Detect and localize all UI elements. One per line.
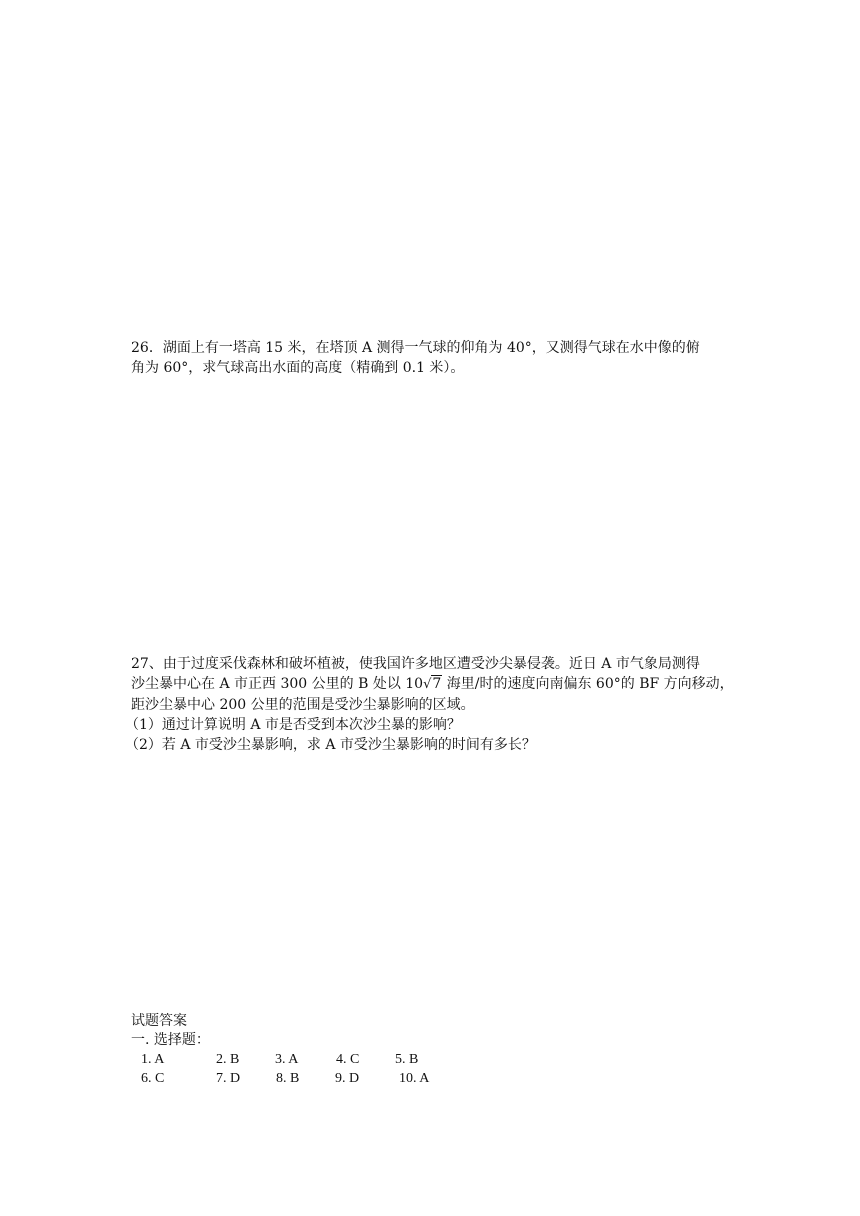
square-root-expression — [423, 674, 442, 695]
question-27-line-2-end: 海里/时的速度向南偏东 60°的 BF 方向移动， — [442, 676, 734, 692]
square-root-argument: 7 — [432, 676, 442, 692]
answer-item: 9. D — [335, 1071, 360, 1086]
question-27-sub-1: （1）通过计算说明 A 市是否受到本次沙尘暴的影响？ — [125, 717, 461, 733]
question-27-line-2-start: 沙尘暴中心在 A 市正西 300 公里的 B 处以 10 — [131, 676, 424, 692]
answer-row-2 — [131, 1069, 631, 1088]
answer-item: 10. A — [399, 1071, 430, 1086]
answer-item: 5. B — [395, 1052, 419, 1067]
answer-item: 6. C — [141, 1071, 165, 1086]
question-26 — [131, 338, 751, 378]
answer-item: 7. D — [216, 1071, 241, 1086]
answer-section-heading: 一. 选择题： — [131, 1032, 210, 1048]
answer-item: 2. B — [216, 1052, 240, 1067]
question-27-sub-2: （2）若 A 市受沙尘暴影响，求 A 市受沙尘暴影响的时间有多长？ — [125, 737, 536, 753]
answer-key — [131, 1012, 631, 1088]
question-27 — [125, 654, 751, 755]
question-27-line-2 — [131, 674, 751, 695]
question-26-line-2: 角为 60°，求气球高出水面的高度（精确到 0.1 米）。 — [131, 360, 465, 376]
answer-item: 3. A — [275, 1052, 299, 1067]
answer-key-title: 试题答案 — [131, 1013, 187, 1029]
answer-item: 1. A — [141, 1052, 165, 1067]
question-26-line-1: 26．湖面上有一塔高 15 米，在塔顶 A 测得一气球的仰角为 40°，又测得气球在水中像的俯 — [131, 340, 700, 356]
answer-item: 8. B — [276, 1071, 300, 1086]
answer-row-1 — [131, 1050, 631, 1069]
square-root-sign: √ — [423, 677, 432, 692]
answer-item: 4. C — [336, 1052, 360, 1067]
question-27-line-3: 距沙尘暴中心 200 公里的范围是受沙尘暴影响的区域。 — [131, 697, 475, 713]
question-27-line-1: 27、由于过度采伐森林和破坏植被，使我国许多地区遭受沙尖暴侵袭。近日 A 市气象局测得 — [131, 656, 700, 672]
